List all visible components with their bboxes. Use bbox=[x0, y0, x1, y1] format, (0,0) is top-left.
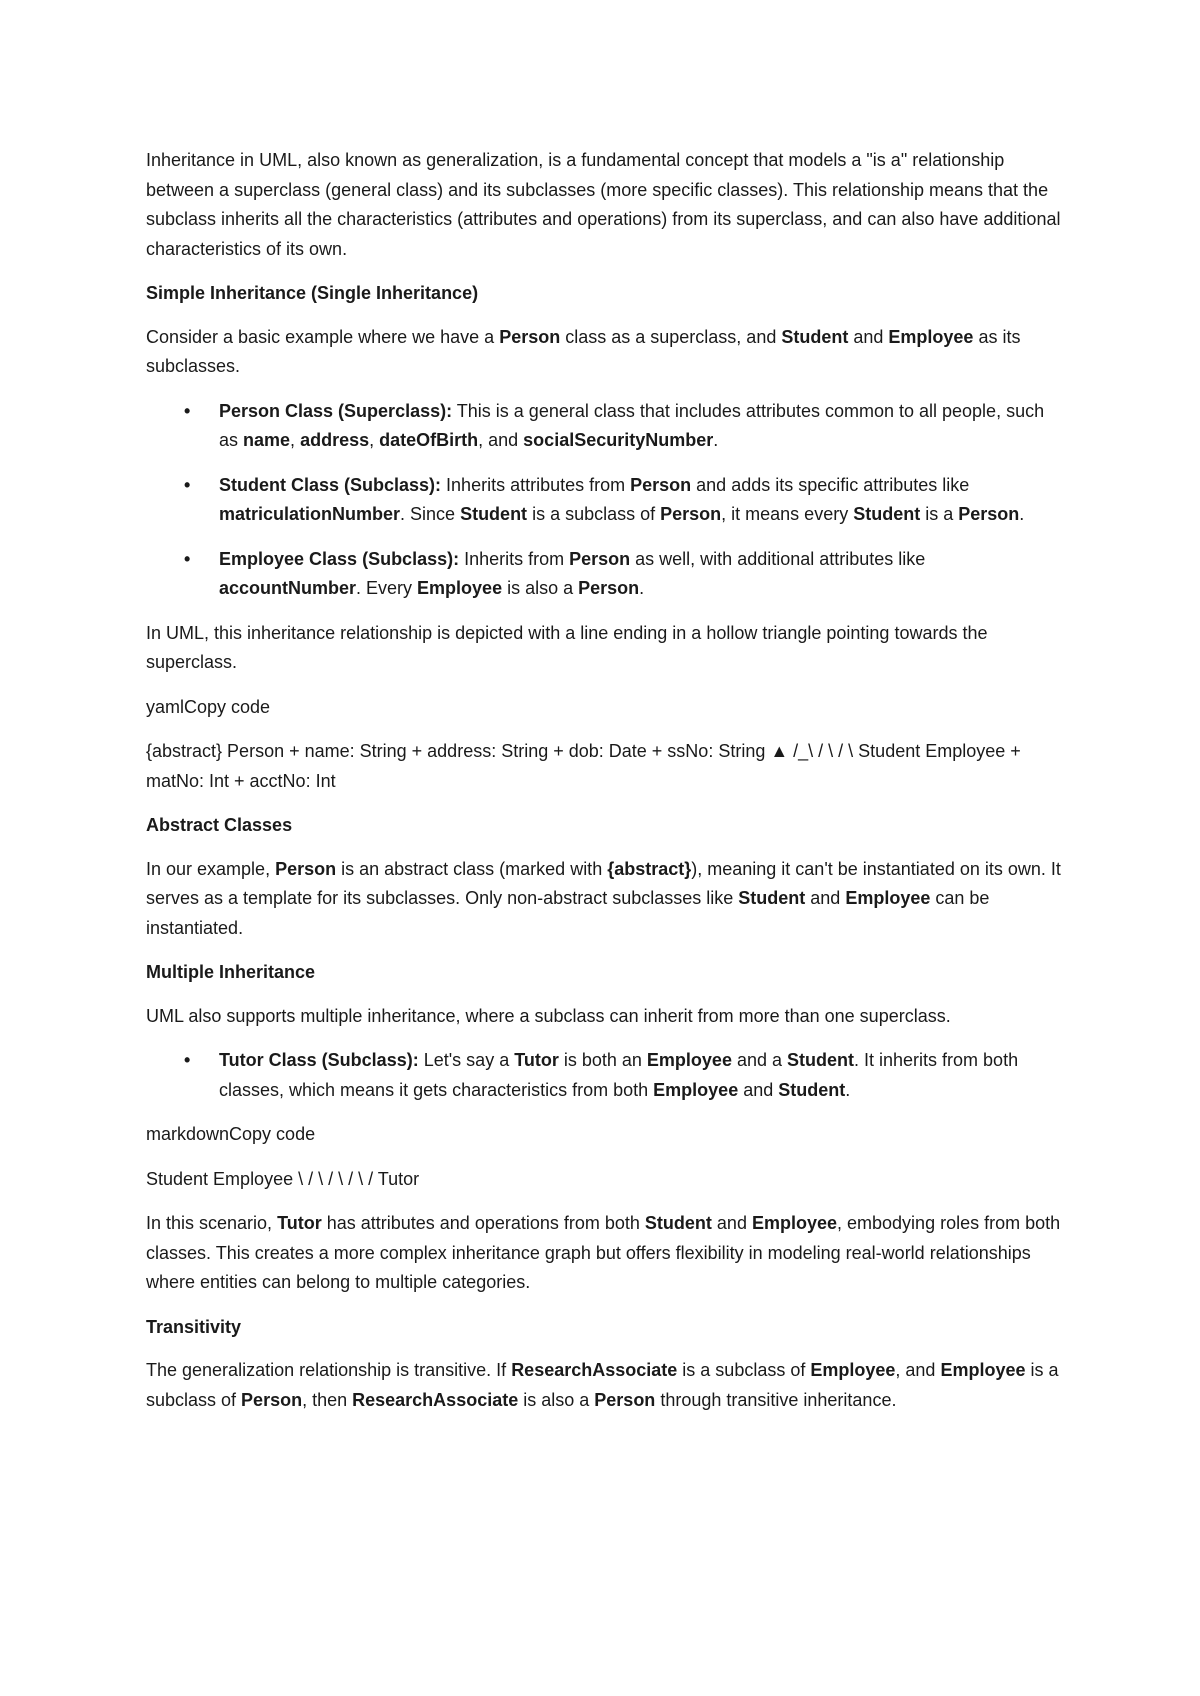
code-block-multiple-inheritance: Student Employee \ / \ / \ / \ / Tutor bbox=[146, 1168, 420, 1189]
simple-inheritance-paragraph: Consider a basic example where we have a Person class as a superclass, and Student and Employee as its subclasses. bbox=[146, 326, 1021, 376]
code-block-single-inheritance: {abstract} Person + name: String + address: String + dob: Date + ssNo: String ▲ /_\ / \ / \ Student Employee + matNo: Int + acctNo: Int bbox=[146, 741, 1021, 791]
heading-multiple-inheritance: Multiple Inheritance bbox=[146, 962, 316, 982]
list-item-person-class: • Person Class (Superclass): This is a general class that includes attributes common to all people, such as name, address, dateOfBirth, and socialSecurityNumber. bbox=[219, 397, 1066, 456]
abstract-classes-paragraph: In our example, Person is an abstract class (marked with {abstract}), meaning it can't be instantiated on its own. It serves as a template for its subclasses. Only non-abstract subclasses like Student and Employee can be instantiated. bbox=[146, 858, 1061, 938]
heading-transitivity: Transitivity bbox=[146, 1316, 242, 1337]
transitivity-paragraph: The generalization relationship is transitive. If ResearchAssociate is a subclass of Employee, and Employee is a subclass of Person, then ResearchAssociate is also a Person through transitive inheritance. bbox=[146, 1360, 1059, 1410]
subclass-list bbox=[146, 397, 1066, 604]
list-item-tutor-class: • Tutor Class (Subclass): Let's say a Tutor is both an Employee and a Student. It inherits from both classes, which means it gets characteristics from both Employee and Student. bbox=[219, 1046, 1066, 1105]
intro-paragraph: Inheritance in UML, also known as generalization, is a fundamental concept that models a "is a" relationship between a superclass (general class) and its subclasses (more specific classes). This relationship means that the subclass inherits all the characteristics (attributes and operations) from its superclass, and can also have additional characteristics of its own. bbox=[146, 150, 1061, 259]
tutor-list bbox=[146, 1046, 1066, 1105]
multiple-inheritance-paragraph: UML also supports multiple inheritance, where a subclass can inherit from more than one superclass. bbox=[146, 1005, 951, 1026]
code-label-yaml: yamlCopy code bbox=[146, 696, 271, 717]
list-item-employee-class: • Employee Class (Subclass): Inherits from Person as well, with additional attributes like accountNumber. Every Employee is also a Person. bbox=[219, 545, 1066, 604]
heading-simple-inheritance: Simple Inheritance (Single Inheritance) bbox=[146, 283, 479, 303]
scenario-paragraph: In this scenario, Tutor has attributes and operations from both Student and Employee, embodying roles from both classes. This creates a more complex inheritance graph but offers flexibility in modeling real-world relationships where entities can belong to multiple categories. bbox=[146, 1213, 1061, 1292]
document-body bbox=[146, 146, 1066, 1430]
heading-abstract-classes: Abstract Classes bbox=[146, 815, 293, 835]
uml-depiction-paragraph: In UML, this inheritance relationship is depicted with a line ending in a hollow triangle pointing towards the superclass. bbox=[146, 622, 988, 672]
list-item-student-class: • Student Class (Subclass): Inherits attributes from Person and adds its specific attributes like matriculationNumber. Since Student is a subclass of Person, it means every Student is a Person. bbox=[219, 471, 1066, 530]
code-label-markdown: markdownCopy code bbox=[146, 1124, 316, 1144]
